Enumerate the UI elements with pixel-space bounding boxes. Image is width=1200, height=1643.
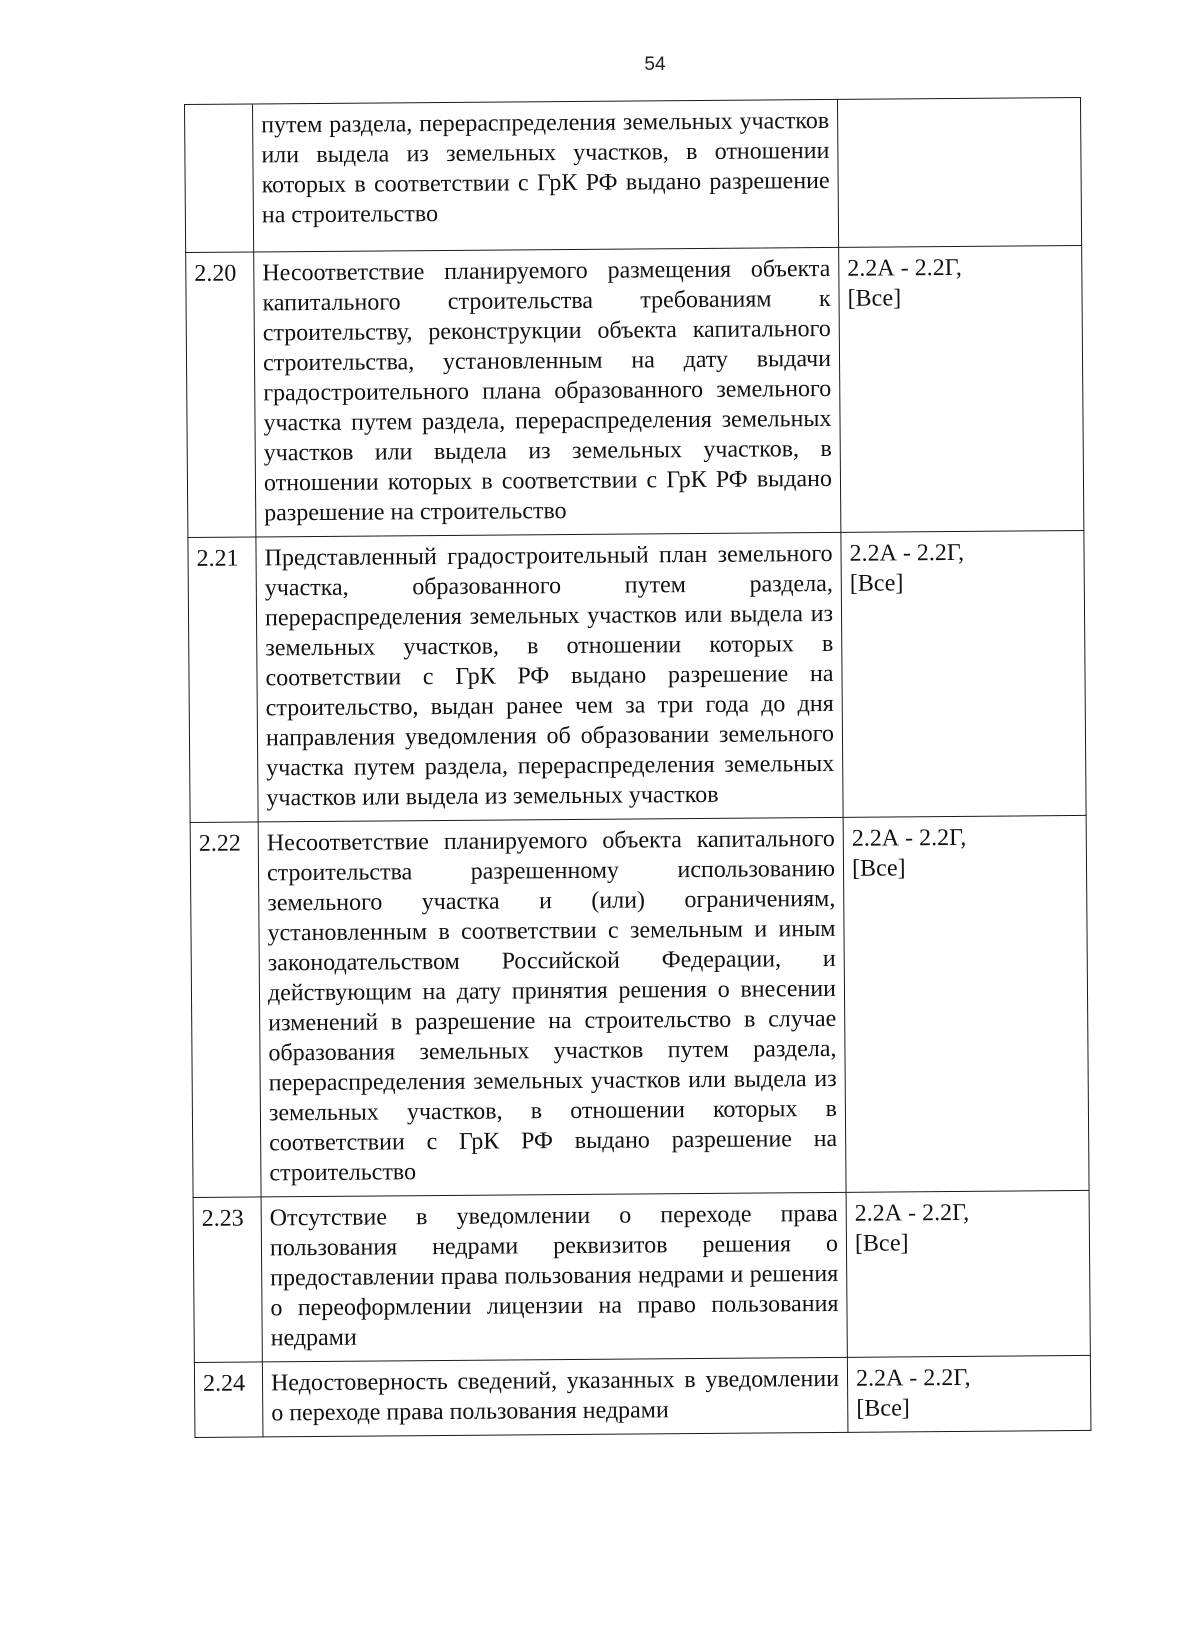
row-number: 2.22 xyxy=(190,822,261,1198)
reference-range: 2.2А - 2.2Г, xyxy=(854,1199,970,1227)
reference-scope: [Все] xyxy=(856,1395,910,1422)
row-number: 2.20 xyxy=(186,252,256,538)
reference-range: 2.2А - 2.2Г, xyxy=(851,824,967,852)
row-number: 2.24 xyxy=(194,1362,263,1438)
table-row xyxy=(193,1190,1090,1362)
requirements-table xyxy=(184,97,1091,1438)
row-reference xyxy=(843,815,1089,1192)
row-description: Несоответствие планируемого объекта капитального строительства разрешенному использованию земельного участка и (или) ограничениям, установленным в соответствии с земельным и иным законодательством Российской Федерации, и действующим на дату принятия решения о внесении изменений в разрешение на строительство в случае образования земельных участков путем раздела, перераспределения земельных участков или выдела из земельных участков, в отношении которых в соответствии с ГрК РФ выдано разрешение на строительство xyxy=(258,817,846,1197)
row-description: Недостоверность сведений, указанных в уведомлении о переходе права пользования недрами xyxy=(262,1357,848,1437)
row-number: 2.21 xyxy=(188,537,258,823)
reference-scope xyxy=(846,104,1072,106)
row-reference xyxy=(841,530,1086,817)
row-description: Представленный градостроительный план земельного участка, образованного путем раздела, перераспределения земельных участков или выдела из земельных участков, в отношении которых в соответствии с ГрК РФ выдано разрешение на строительство, выдан ранее чем за три года до дня направления уведомления об образовании земельного участка путем раздела, перераспределения земельных участков или выдела из земельных участков xyxy=(256,532,843,822)
reference-scope: [Все] xyxy=(854,1230,909,1257)
table-row xyxy=(185,97,1082,252)
table-row xyxy=(190,815,1089,1197)
row-number: 2.23 xyxy=(193,1197,262,1363)
row-reference xyxy=(839,245,1084,532)
reference-scope: [Все] xyxy=(851,855,906,882)
reference-range: 2.2А - 2.2Г, xyxy=(849,539,965,567)
reference-range: 2.2А - 2.2Г, xyxy=(847,254,962,282)
table-row xyxy=(188,530,1086,822)
row-reference xyxy=(846,1190,1090,1357)
table-row xyxy=(194,1355,1091,1437)
row-description: Несоответствие планируемого размещения объекта капитального строительства требованиям к строительству, реконструкции объекта капитального строительства, установленным на дату выдачи градостроительного плана образованного земельного участка путем раздела, перераспределения земельных участков или выдела из земельных участков, в отношении которых в соответствии с ГрК РФ выдано разрешение на строительство xyxy=(254,247,841,537)
row-reference xyxy=(847,1355,1091,1432)
row-reference xyxy=(837,97,1081,247)
row-description: путем раздела, перераспределения земельных участков или выдела из земельных участков, в отношении которых в соответствии с ГрК РФ выдано разрешение на строительство xyxy=(253,99,839,252)
reference-range: 2.2А - 2.2Г, xyxy=(855,1364,971,1392)
reference-range xyxy=(846,104,1072,106)
row-description: Отсутствие в уведомлении о переходе права пользования недрами реквизитов решения о предоставлении права пользования недрами и решения о переоформлении лицензии на право пользования недрами xyxy=(261,1192,847,1362)
row-number xyxy=(185,104,254,253)
table-row xyxy=(186,245,1084,537)
page-number: 54 xyxy=(644,54,666,75)
reference-scope: [Все] xyxy=(847,285,902,312)
reference-scope: [Все] xyxy=(849,570,904,597)
